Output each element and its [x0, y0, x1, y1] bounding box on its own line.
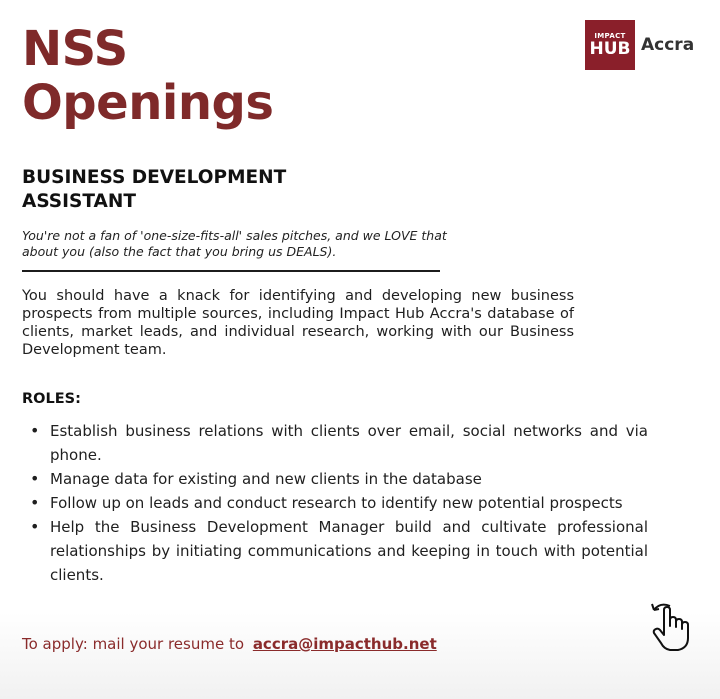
logo-box [585, 20, 635, 70]
headline-line-1: NSS [22, 21, 128, 77]
email-link[interactable]: accra@impacthub.net [252, 635, 437, 653]
job-intro: You should have a knack for identifying and developing new business prospects from multiple sources, including Impact Hub Accra's database of clients, market leads, and individual research, working with our Business Development team. [22, 288, 574, 358]
footer-band [0, 612, 720, 699]
apply-text: To apply: mail your resume to [22, 635, 245, 653]
job-title [22, 166, 286, 214]
roles-list [22, 419, 648, 587]
job-title-line-2: ASSISTANT [22, 191, 136, 212]
headline-line-2: Openings [22, 75, 274, 131]
role-item: • Help the Business Development Manager build and cultivate professional relationships by initiating communications and keeping in touch with potential clients. [22, 515, 648, 587]
page-headline [22, 22, 273, 130]
swipe-hand-icon [648, 600, 696, 656]
logo-bottom-text: HUB [589, 39, 631, 59]
role-item: • Manage data for existing and new clients in the database [22, 467, 648, 491]
roles-heading: ROLES: [22, 391, 81, 407]
logo-top-text: IMPACT [594, 32, 626, 40]
job-title-line-1: BUSINESS DEVELOPMENT [22, 167, 287, 188]
role-item: • Follow up on leads and conduct research to identify new potential prospects [22, 491, 648, 515]
apply-line [22, 635, 437, 653]
role-item: • Establish business relations with clients over email, social networks and via phone. [22, 419, 648, 467]
logo-city-text: Accra [641, 35, 695, 55]
job-tagline: You're not a fan of 'one-size-fits-all' sales pitches, and we LOVE that about you (also the fact that you bring us DEALS). [22, 228, 447, 259]
divider [22, 270, 440, 272]
impact-hub-logo [585, 20, 694, 70]
